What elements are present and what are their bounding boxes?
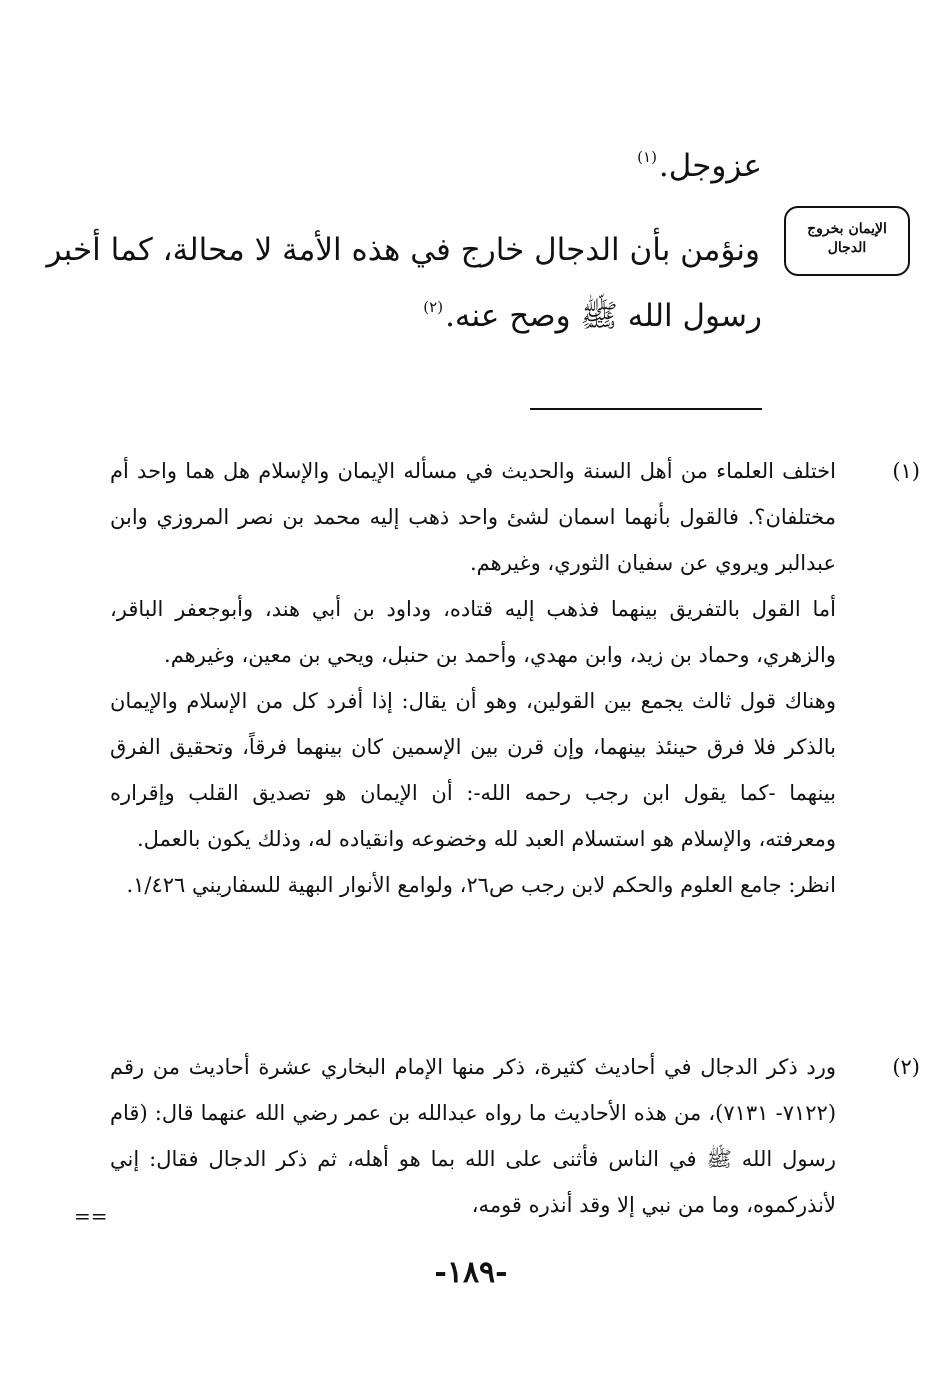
main-text-line-3-text: رسول الله ﷺ وصح عنه. (445, 298, 762, 334)
page-number: -١٨٩- (434, 1255, 508, 1290)
footnote-2 (110, 1044, 920, 1228)
footnote-1-paragraph-2: أما القول بالتفريق بينهما فذهب إليه قتاده، وداود بن أبي هند، وأبوجعفر الباقر، والزهري، وحماد بن زيد، وابن مهدي، وأحمد بن حنبل، ويحي بن معين، وغيرهم. (110, 597, 836, 667)
main-text-line-1-text: عزوجل. (658, 148, 762, 184)
margin-note (784, 206, 910, 276)
footnote-1-paragraph-1: اختلف العلماء من أهل السنة والحديث في مسأله الإيمان والإسلام هل هما واحد أم مختلفان؟. فالقول بأنهما اسمان لشئ واحد ذهب إليه محمد بن نصر المروزي وابن عبدالبر ويروي عن سفيان الثوري، وغيرهم. (110, 459, 836, 575)
footnote-2-paragraph-1: ورد ذكر الدجال في أحاديث كثيرة، ذكر منها الإمام البخاري عشرة أحاديث من رقم (٧١٢٢- ٧١٣١)، من هذه الأحاديث ما رواه عبدالله بن عمر رضي الله عنهما قال: (قام رسول الله ﷺ في الناس فأثنى على الله بما هو أهله، ثم ذكر الدجال فقال: إني لأنذركموه، وما من نبي إلا وقد أنذره قومه، (110, 1055, 837, 1217)
footnote-divider (530, 408, 762, 410)
footnote-2-number: (٢) (892, 1055, 920, 1079)
footnote-1-paragraph-3: وهناك قول ثالث يجمع بين القولين، وهو أن يقال: إذا أفرد كل من الإسلام والإيمان بالذكر فلا فرق حينئذ بينهما، وإن قرن بين الإسمين كان بينهما فرقاً، وتحقيق الفرق بينهما -كما يقول ابن رجب رحمه الله-: أن الإيمان هو تصديق القلب وإقراره ومعرفته، والإسلام هو استسلام العبد لله وخضوعه وانقياده له، وذلك يكون بالعمل. (110, 689, 836, 851)
footnote-1 (110, 448, 920, 908)
margin-note-line-1: الإيمان بخروج (807, 221, 887, 237)
main-text-line-2: ونؤمن بأن الدجال خارج في هذه الأمة لا محالة، كما أخبر (46, 232, 760, 268)
footnote-ref-1[interactable]: (١) (637, 148, 657, 166)
continuation-mark: == (74, 1204, 108, 1228)
main-text-line-3 (100, 300, 762, 332)
footnote-1-number: (١) (892, 459, 920, 483)
main-text-line-1 (100, 150, 762, 182)
footnote-ref-2[interactable]: (٢) (423, 298, 444, 316)
footnote-1-paragraph-4: انظر: جامع العلوم والحكم لابن رجب ص٢٦، ولوامع الأنوار البهية للسفاريني ١/٤٢٦. (126, 873, 836, 897)
margin-note-line-2: الدجال (827, 240, 867, 256)
